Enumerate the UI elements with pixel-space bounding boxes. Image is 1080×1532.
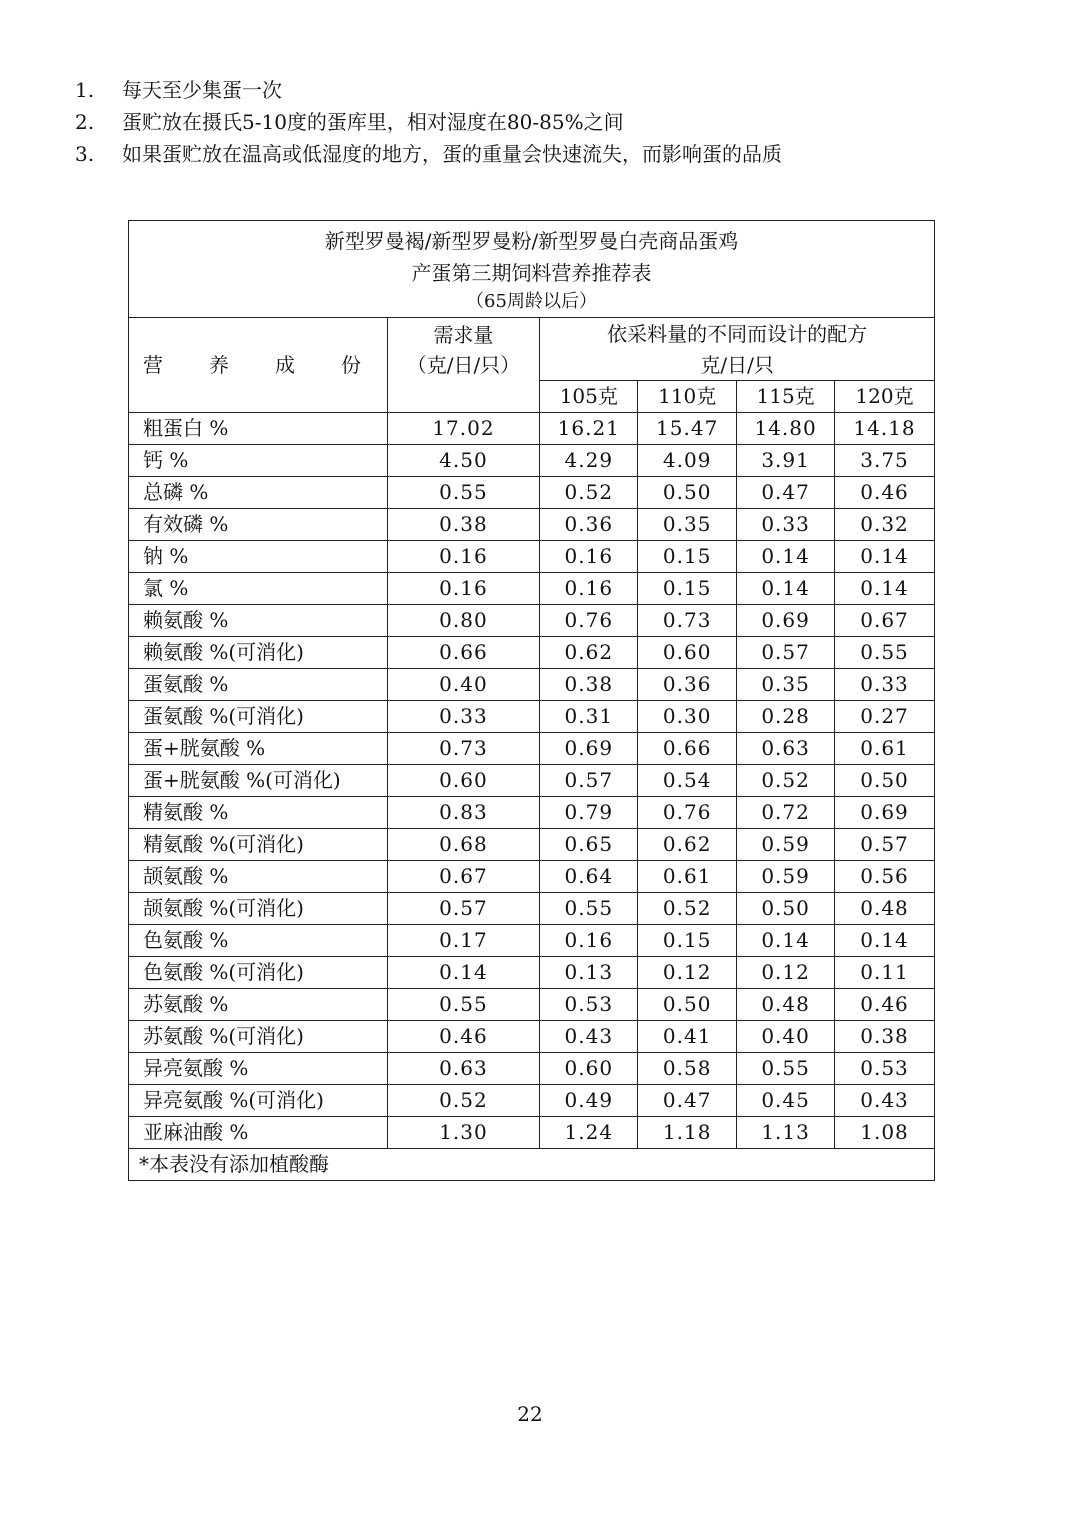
nutrient-value: 0.60: [540, 1053, 638, 1085]
nutrient-value: 4.50: [387, 445, 540, 477]
nutrient-value: 0.38: [387, 509, 540, 541]
nutrient-value: 0.15: [638, 541, 737, 573]
nutrient-value: 0.14: [835, 573, 935, 605]
nutrient-name: 钙 %: [129, 445, 388, 477]
nutrient-value: 0.45: [737, 1085, 835, 1117]
note-text: 每天至少集蛋一次: [122, 78, 282, 102]
table-row: [129, 573, 935, 605]
nutrient-value: 0.43: [540, 1021, 638, 1053]
table-footnote: *本表没有添加植酸酶: [129, 1149, 935, 1181]
nutrient-value: 15.47: [638, 413, 737, 445]
nutrient-value: 0.14: [737, 541, 835, 573]
nutrient-value: 16.21: [540, 413, 638, 445]
table-row: [129, 477, 935, 509]
table-row: [129, 509, 935, 541]
nutrient-value: 0.38: [835, 1021, 935, 1053]
nutrient-value: 0.11: [835, 957, 935, 989]
nutrient-value: 0.60: [638, 637, 737, 669]
nutrient-value: 0.66: [387, 637, 540, 669]
nutrient-value: 0.33: [835, 669, 935, 701]
nutrient-value: 0.50: [737, 893, 835, 925]
note-number: 3.: [75, 142, 95, 166]
nutrition-table: [128, 220, 935, 1181]
table-row: [129, 733, 935, 765]
nutrient-value: 0.67: [835, 605, 935, 637]
nutrient-value: 0.14: [835, 925, 935, 957]
nutrient-value: 0.16: [540, 541, 638, 573]
nutrient-name: 蛋+胱氨酸 %: [129, 733, 388, 765]
nutrient-value: 0.43: [835, 1085, 935, 1117]
note-text: 如果蛋贮放在温高或低湿度的地方，蛋的重量会快速流失，而影响蛋的品质: [122, 142, 782, 166]
nutrient-value: 0.76: [540, 605, 638, 637]
nutrient-value: 0.35: [737, 669, 835, 701]
table-row: [129, 1053, 935, 1085]
nutrient-value: 0.57: [835, 829, 935, 861]
table-row: [129, 765, 935, 797]
table-row: [129, 925, 935, 957]
nutrient-value: 0.57: [737, 637, 835, 669]
nutrient-value: 0.59: [737, 861, 835, 893]
nutrient-value: 0.47: [638, 1085, 737, 1117]
nutrient-value: 3.91: [737, 445, 835, 477]
nutrient-value: 0.46: [835, 989, 935, 1021]
table-row: [129, 1117, 935, 1149]
nutrient-value: 0.76: [638, 797, 737, 829]
nutrient-value: 0.35: [638, 509, 737, 541]
note-number: 1.: [75, 78, 95, 102]
nutrient-name: 苏氨酸 %: [129, 989, 388, 1021]
nutrient-value: 0.14: [387, 957, 540, 989]
nutrient-value: 4.09: [638, 445, 737, 477]
nutrient-value: 0.54: [638, 765, 737, 797]
table-row: [129, 605, 935, 637]
nutrient-value: 0.49: [540, 1085, 638, 1117]
nutrient-value: 0.16: [540, 925, 638, 957]
nutrient-value: 0.14: [737, 925, 835, 957]
nutrient-value: 0.46: [835, 477, 935, 509]
nutrient-name: 钠 %: [129, 541, 388, 573]
nutrient-value: 0.13: [540, 957, 638, 989]
nutrient-value: 0.46: [387, 1021, 540, 1053]
note-number: 2.: [75, 110, 95, 134]
nutrient-value: 0.79: [540, 797, 638, 829]
table-row: [129, 669, 935, 701]
nutrient-name: 亚麻油酸 %: [129, 1117, 388, 1149]
nutrient-value: 0.50: [638, 477, 737, 509]
nutrient-name: 赖氨酸 %(可消化): [129, 637, 388, 669]
nutrient-value: 0.14: [737, 573, 835, 605]
nutrient-value: 0.80: [387, 605, 540, 637]
nutrient-value: 0.83: [387, 797, 540, 829]
table-row: [129, 1021, 935, 1053]
table-row: [129, 989, 935, 1021]
nutrient-value: 0.61: [835, 733, 935, 765]
nutrient-value: 0.36: [638, 669, 737, 701]
nutrient-value: 0.52: [540, 477, 638, 509]
nutrient-value: 1.18: [638, 1117, 737, 1149]
nutrient-value: 4.29: [540, 445, 638, 477]
table-row: [129, 413, 935, 445]
nutrient-value: 0.56: [835, 861, 935, 893]
nutrient-value: 0.68: [387, 829, 540, 861]
nutrient-name: 精氨酸 %(可消化): [129, 829, 388, 861]
table-row: [129, 637, 935, 669]
nutrient-name: 色氨酸 %(可消化): [129, 957, 388, 989]
nutrient-value: 0.73: [638, 605, 737, 637]
nutrient-value: 14.18: [835, 413, 935, 445]
nutrient-value: 0.57: [387, 893, 540, 925]
page-number: 22: [517, 1402, 543, 1426]
nutrient-value: 0.66: [638, 733, 737, 765]
nutrient-value: 0.62: [638, 829, 737, 861]
nutrient-value: 0.33: [387, 701, 540, 733]
header-requirement: [387, 318, 540, 413]
nutrient-name: 有效磷 %: [129, 509, 388, 541]
nutrient-value: 0.55: [737, 1053, 835, 1085]
header-intake: 105克: [540, 381, 638, 413]
nutrient-value: 3.75: [835, 445, 935, 477]
note-item: [75, 106, 782, 138]
nutrient-name: 蛋氨酸 %(可消化): [129, 701, 388, 733]
nutrient-value: 0.16: [387, 541, 540, 573]
header-nutrient: 营 养 成 份: [129, 318, 388, 413]
nutrient-name: 赖氨酸 %: [129, 605, 388, 637]
nutrient-value: 0.62: [540, 637, 638, 669]
table-title-line1: 新型罗曼褐/新型罗曼粉/新型罗曼白壳商品蛋鸡: [324, 229, 739, 253]
nutrient-value: 0.64: [540, 861, 638, 893]
table-title-line2: 产蛋第三期饲料营养推荐表: [411, 261, 652, 285]
table-row: [129, 957, 935, 989]
nutrient-value: 0.55: [387, 989, 540, 1021]
nutrient-value: 0.50: [638, 989, 737, 1021]
nutrient-name: 颉氨酸 %: [129, 861, 388, 893]
nutrient-value: 0.38: [540, 669, 638, 701]
nutrient-value: 0.48: [835, 893, 935, 925]
nutrient-name: 苏氨酸 %(可消化): [129, 1021, 388, 1053]
header-formula: 依采料量的不同而设计的配方: [540, 318, 935, 350]
nutrient-value: 0.69: [737, 605, 835, 637]
nutrient-value: 0.47: [737, 477, 835, 509]
nutrient-value: 17.02: [387, 413, 540, 445]
nutrient-value: 0.58: [638, 1053, 737, 1085]
nutrient-value: 0.36: [540, 509, 638, 541]
nutrient-value: 0.16: [540, 573, 638, 605]
nutrient-name: 蛋+胱氨酸 %(可消化): [129, 765, 388, 797]
table-row: [129, 445, 935, 477]
nutrient-value: 1.24: [540, 1117, 638, 1149]
nutrient-value: 0.69: [835, 797, 935, 829]
nutrient-value: 0.50: [835, 765, 935, 797]
nutrient-value: 0.12: [737, 957, 835, 989]
nutrient-value: 0.32: [835, 509, 935, 541]
nutrient-name: 总磷 %: [129, 477, 388, 509]
nutrient-value: 0.59: [737, 829, 835, 861]
nutrient-value: 0.61: [638, 861, 737, 893]
nutrient-name: 异亮氨酸 %(可消化): [129, 1085, 388, 1117]
nutrient-value: 0.16: [387, 573, 540, 605]
nutrient-value: 1.08: [835, 1117, 935, 1149]
nutrient-value: 0.65: [540, 829, 638, 861]
nutrient-value: 0.57: [540, 765, 638, 797]
nutrient-name: 色氨酸 %: [129, 925, 388, 957]
nutrient-value: 0.53: [835, 1053, 935, 1085]
nutrient-value: 0.31: [540, 701, 638, 733]
nutrient-value: 0.30: [638, 701, 737, 733]
nutrient-value: 0.27: [835, 701, 935, 733]
storage-notes-list: [75, 74, 782, 170]
header-intake: 115克: [737, 381, 835, 413]
nutrient-value: 14.80: [737, 413, 835, 445]
nutrient-value: 0.15: [638, 925, 737, 957]
nutrient-value: 0.72: [737, 797, 835, 829]
nutrient-value: 0.17: [387, 925, 540, 957]
nutrient-value: 0.73: [387, 733, 540, 765]
nutrient-value: 0.63: [387, 1053, 540, 1085]
note-item: [75, 138, 782, 170]
nutrient-value: 0.12: [638, 957, 737, 989]
header-intake: 110克: [638, 381, 737, 413]
table-row: [129, 701, 935, 733]
nutrient-value: 1.30: [387, 1117, 540, 1149]
header-formula-unit: 克/日/只: [540, 349, 935, 381]
note-text: 蛋贮放在摄氏5-10度的蛋库里，相对湿度在80-85%之间: [122, 110, 624, 134]
nutrient-value: 0.14: [835, 541, 935, 573]
note-item: [75, 74, 782, 106]
nutrient-name: 蛋氨酸 %: [129, 669, 388, 701]
nutrient-value: 0.52: [737, 765, 835, 797]
nutrient-value: 0.52: [387, 1085, 540, 1117]
nutrient-value: 0.33: [737, 509, 835, 541]
nutrient-value: 1.13: [737, 1117, 835, 1149]
nutrient-value: 0.15: [638, 573, 737, 605]
header-intake: 120克: [835, 381, 935, 413]
nutrient-value: 0.28: [737, 701, 835, 733]
table-row: [129, 893, 935, 925]
nutrient-value: 0.55: [835, 637, 935, 669]
table-subtitle: （65周龄以后）: [466, 291, 597, 312]
nutrient-value: 0.55: [387, 477, 540, 509]
table-row: [129, 829, 935, 861]
nutrient-name: 氯 %: [129, 573, 388, 605]
nutrient-name: 精氨酸 %: [129, 797, 388, 829]
nutrient-value: 0.55: [540, 893, 638, 925]
nutrient-name: 颉氨酸 %(可消化): [129, 893, 388, 925]
nutrient-value: 0.52: [638, 893, 737, 925]
nutrient-value: 0.40: [387, 669, 540, 701]
nutrient-value: 0.60: [387, 765, 540, 797]
nutrient-name: 异亮氨酸 %: [129, 1053, 388, 1085]
table-row: [129, 1085, 935, 1117]
table-row: [129, 861, 935, 893]
nutrient-value: 0.69: [540, 733, 638, 765]
nutrient-value: 0.67: [387, 861, 540, 893]
header-requirement-line2: （克/日/只）: [406, 353, 521, 377]
nutrient-value: 0.40: [737, 1021, 835, 1053]
nutrient-value: 0.53: [540, 989, 638, 1021]
nutrient-value: 0.41: [638, 1021, 737, 1053]
nutrient-name: 粗蛋白 %: [129, 413, 388, 445]
nutrient-value: 0.63: [737, 733, 835, 765]
nutrient-value: 0.48: [737, 989, 835, 1021]
table-row: [129, 797, 935, 829]
table-row: [129, 541, 935, 573]
header-requirement-line1: 需求量: [433, 323, 494, 347]
